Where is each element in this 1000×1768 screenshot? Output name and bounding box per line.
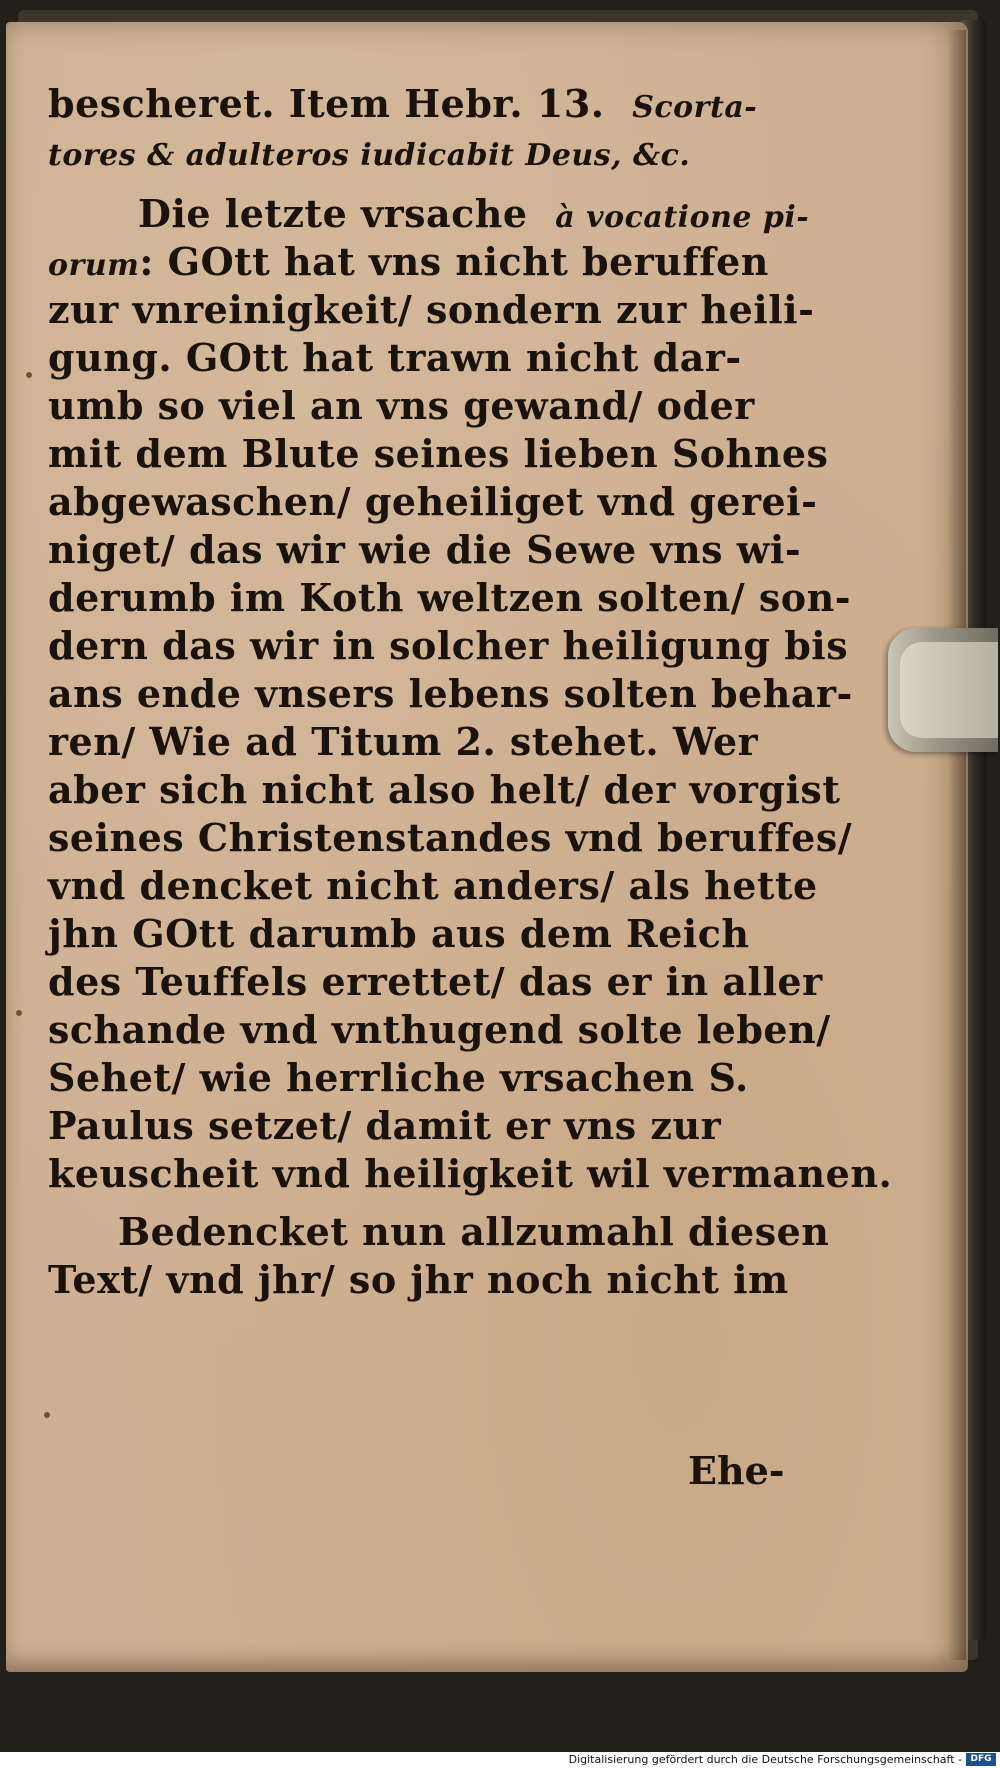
line-italic: tores & adulteros iudicabit Deus, &c.	[48, 138, 691, 173]
line-italic: à vocatione pi-	[555, 200, 810, 235]
line-text: mit dem Blute seines lieben Sohnes	[48, 431, 829, 476]
line-text: Die letzte vrsache	[138, 191, 528, 236]
paper-speck	[16, 1010, 22, 1016]
line-text: ren/ Wie ad Titum 2. stehet. Wer	[48, 719, 759, 764]
line-text: schande vnd vnthugend solte leben/	[48, 1007, 831, 1052]
line-text: Text/ vnd jhr/ so jhr noch nicht im	[48, 1257, 789, 1302]
text-line	[48, 910, 750, 958]
line-text: Paulus setzet/ damit er vns zur	[48, 1103, 722, 1148]
text-line	[48, 238, 769, 286]
line-text: ans ende vnsers lebens solten behar-	[48, 671, 853, 716]
line-text: dern das wir in solcher heiligung bis	[48, 623, 849, 668]
text-line	[48, 574, 851, 622]
text-line	[48, 814, 852, 862]
text-line	[48, 766, 840, 814]
text-line	[48, 526, 801, 574]
text-line	[48, 478, 817, 526]
line-text: Sehet/ wie herrliche vrsachen S.	[48, 1055, 749, 1100]
line-text: jhn GOtt darumb aus dem Reich	[48, 911, 750, 956]
text-line	[48, 80, 757, 128]
line-text: aber sich nicht also helt/ der vorgist	[48, 767, 841, 812]
line-text: abgewaschen/ geheiliget vnd gerei-	[48, 479, 818, 524]
page-clip-inner	[900, 642, 998, 738]
line-text: seines Christenstandes vnd beruffes/	[48, 815, 853, 860]
line-text: bescheret. Item Hebr. 13.	[48, 81, 605, 126]
line-text: derumb im Koth weltzen solten/ son-	[48, 575, 851, 620]
line-text: gung. GOtt hat trawn nicht dar-	[48, 335, 742, 380]
text-line	[48, 958, 823, 1006]
text-line	[138, 190, 809, 238]
text-line	[48, 622, 848, 670]
text-line	[48, 128, 690, 176]
line-text: umb so viel an vns gewand/ oder	[48, 383, 755, 428]
text-line	[48, 382, 755, 430]
text-line	[48, 1054, 749, 1102]
dfg-logo: DFG	[966, 1753, 996, 1766]
text-line	[48, 718, 758, 766]
paper-speck	[26, 372, 32, 378]
line-text: vnd dencket nicht anders/ als hette	[48, 863, 818, 908]
text-line	[48, 334, 742, 382]
text-line	[48, 1006, 831, 1054]
text-line	[48, 1102, 721, 1150]
text-line	[48, 670, 853, 718]
text-line	[48, 1256, 789, 1304]
footer-credit: Digitalisierung gefördert durch die Deutsche Forschungsgemeinschaft -	[568, 1753, 962, 1766]
page-edge-shadow	[948, 30, 966, 1660]
text-line	[118, 1208, 829, 1256]
text-line	[48, 430, 828, 478]
text-line	[48, 286, 814, 334]
line-text: : GOtt hat vns nicht beruffen	[139, 239, 769, 284]
text-line	[48, 1150, 892, 1198]
line-text: des Teuffels errettet/ das er in aller	[48, 959, 823, 1004]
text-line	[48, 862, 818, 910]
line-italic: Scorta-	[632, 90, 758, 125]
line-text: zur vnreinigkeit/ sondern zur heili-	[48, 287, 815, 332]
line-text: keuscheit vnd heiligkeit wil vermanen.	[48, 1151, 893, 1196]
line-italic: orum	[48, 248, 140, 283]
paper-speck	[44, 1412, 50, 1418]
catchword: Ehe-	[688, 1448, 785, 1493]
line-text: niget/ das wir wie die Sewe vns wi-	[48, 527, 802, 572]
line-text: Bedencket nun allzumahl diesen	[118, 1209, 830, 1254]
